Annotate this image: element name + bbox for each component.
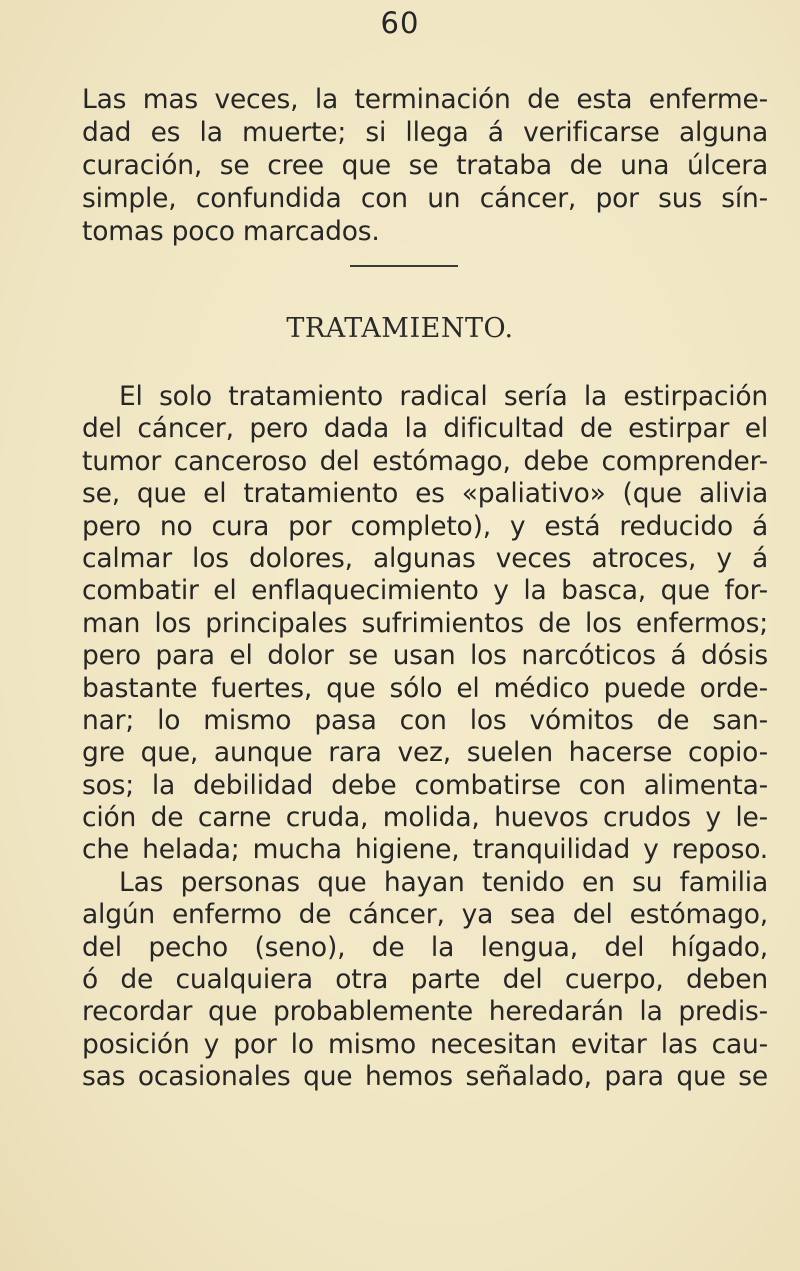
text-line: Las personas que hayan tenido en su familia [119, 866, 768, 898]
text-line: combatir el enflaquecimiento y la basca, que for- [82, 575, 768, 607]
paragraph-treatment [82, 381, 768, 1094]
text-line: che helada; mucha higiene, tranquilidad y reposo. [82, 834, 768, 866]
text-line: ó de cualquiera otra parte del cuerpo, deben [82, 964, 768, 996]
text-line: curación, se cree que se trataba de una úlcera [82, 150, 768, 181]
text-line: El solo tratamiento radical sería la estirpación [119, 381, 768, 412]
text-line: dad es la muerte; si llega á verificarse alguna [82, 117, 768, 148]
text-line: algún enfermo de cáncer, ya sea del estómago, [82, 899, 768, 931]
page-number: 60 [380, 6, 420, 40]
text-line: recordar que probablemente heredarán la predis- [82, 996, 768, 1028]
text-line: posición y por lo mismo necesitan evitar las cau- [82, 1028, 768, 1060]
section-heading: TRATAMIENTO. [286, 313, 514, 344]
text-line: bastante fuertes, que sólo el médico puede orde- [82, 672, 768, 704]
text-line: ción de carne cruda, molida, huevos crudos y le- [82, 802, 768, 834]
text-line: tumor canceroso del estómago, debe comprender- [82, 445, 768, 477]
text-line: sas ocasionales que hemos señalado, para que se [82, 1061, 768, 1093]
text-line: pero no cura por completo), y está reducido á [82, 510, 768, 542]
text-line: pero para el dolor se usan los narcóticos á dósis [82, 640, 768, 672]
section-divider [350, 265, 458, 267]
text-line: man los principales sufrimientos de los enfermos; [82, 607, 768, 639]
text-line: del cáncer, pero dada la dificultad de estirpar el [82, 413, 768, 445]
text-line: simple, confundida con un cáncer, por sus sín- [82, 183, 768, 214]
text-line: calmar los dolores, algunas veces atroces, y á [82, 542, 768, 574]
text-line: sos; la debilidad debe combatirse con alimenta- [82, 769, 768, 801]
paragraph-prognosis [82, 83, 768, 248]
text-line: Las mas veces, la terminación de esta enferme- [82, 84, 768, 115]
text-line: tomas poco marcados. [82, 216, 380, 247]
text-line: del pecho (seno), de la lengua, del hígado, [82, 931, 768, 963]
text-line: gre que, aunque rara vez, suelen hacerse copio- [82, 737, 768, 769]
text-line: se, que el tratamiento es «paliativo» (que alivia [82, 478, 768, 510]
text-line: nar; lo mismo pasa con los vómitos de san- [82, 704, 768, 736]
